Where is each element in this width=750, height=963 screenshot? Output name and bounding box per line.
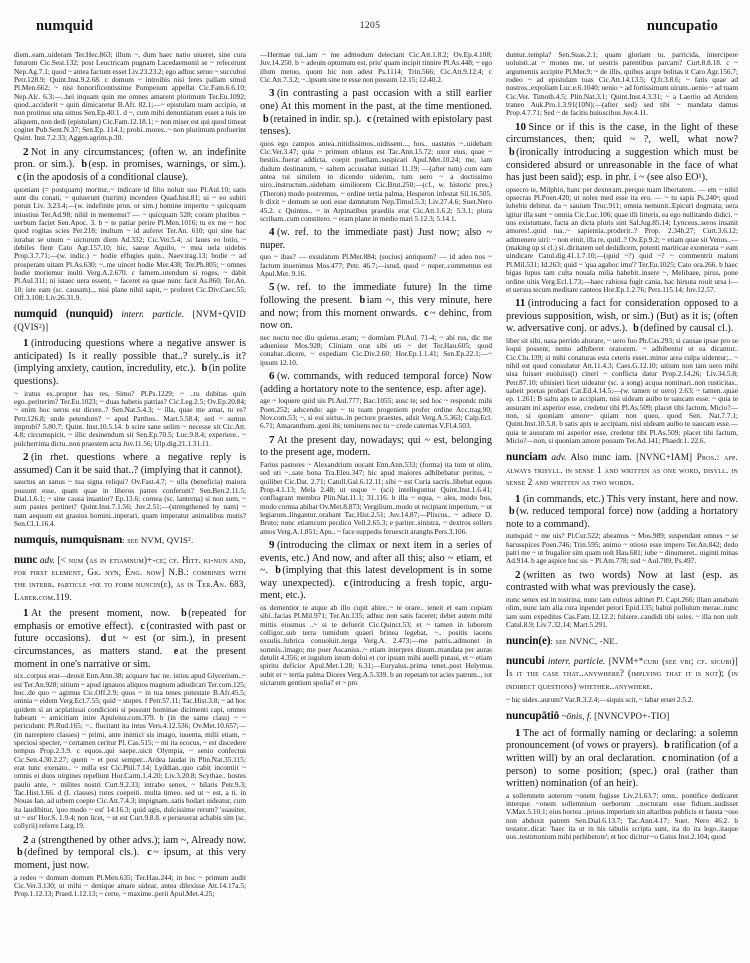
subsense-letter: b bbox=[81, 159, 88, 171]
sense-paragraph bbox=[14, 337, 246, 388]
sense-number: 4 bbox=[269, 226, 275, 239]
headword-etymology: [NVNC+IAM] Pros.: app. always trisyll. in sense 1 and written as one word, disyll. in sense 2 and written as two words. bbox=[506, 452, 738, 488]
running-head-right: nuncupatio bbox=[646, 18, 718, 34]
sense-paragraph bbox=[506, 297, 738, 336]
headword-entry bbox=[14, 535, 246, 547]
headword-entry bbox=[506, 452, 738, 489]
subsense-text: (esp. in promises, warnings, or sim.). bbox=[88, 159, 246, 171]
headword-grammar: interr. particle. bbox=[121, 310, 185, 321]
headword-entry bbox=[506, 711, 738, 723]
subsense-text: ~ ipsum, at this very moment, just now. bbox=[14, 847, 246, 871]
citation-block: quo ~ ibas? — exsulatum Pl.Mer.884; (socius) antiquom? — id adeo nos ~ factum inuenimus Mos.477; Petr. 46.7;—istud, quod ~ nuper..commentus est Apul.Met. 9.16. bbox=[260, 252, 492, 279]
subsense-text: ratification (of a written will) by an oral declaration. bbox=[506, 740, 738, 764]
headword-variant: Also nunc iam. bbox=[570, 453, 632, 464]
page-number: 1205 bbox=[359, 21, 381, 31]
subsense-text: (introducing a fresh topic, argument, etc.). bbox=[260, 577, 492, 602]
sense-paragraph bbox=[506, 727, 738, 791]
headword-etymology: [NVM+*cubi (see vbi; cf. sicubi)] Is it the case that..anywhere? (implying that it is not); (in indirect questions) whether..anywhere. bbox=[506, 655, 738, 691]
subsense-letter: c bbox=[423, 307, 429, 319]
sense-number: 7 bbox=[269, 433, 275, 446]
sense-paragraph bbox=[506, 121, 738, 185]
headword-grammar: adv. bbox=[551, 453, 567, 464]
sense-number: 2 bbox=[515, 568, 521, 581]
column-container bbox=[14, 51, 736, 956]
subsense-letter: c bbox=[17, 171, 22, 183]
sense-definition: a (strengthened by other advs.); iam ~, Already now. bbox=[31, 834, 246, 846]
headword-etymology: [< num (as in etiamnum)+-ce; cf. Hitt. ki-nun and, for first element, Gk. νῦν, Eng. now] N.B.: combines with the interr. particle -ne to form nuncin(e), as in Ter.An. 683, Laber.com.119. bbox=[14, 554, 246, 602]
sense-number: 2 bbox=[23, 145, 29, 158]
subsense-letter: b bbox=[201, 363, 208, 375]
subsense-text: at the present moment in one's narrative or sim. bbox=[14, 646, 246, 670]
subsense-letter: b bbox=[633, 323, 639, 335]
subsense-text: (w. reduced temporal force) now (adding a hortatory note to a command). bbox=[506, 506, 738, 530]
sense-paragraph bbox=[506, 493, 738, 532]
headword-etymology: [NVNCVPO+-TIO] bbox=[594, 711, 670, 722]
subsense-text: iam ~, this very minute, here and now; from this moment onwards. bbox=[260, 295, 492, 319]
citation-block: uix..corpus erat—deosit Enn.Ann.38; acquare hac ne. istius apud Glycerium..~ est Ter.An.928; uitium ~ apud ignauos aliquos magnum adiudicari Ter.com.125; hoc..de quo ~ agimus Cic.Off.2.9; quos ~ in tua tenes potestate B.Afr.45.5; omnia ~ eidem Verg.Ecl.7.55; quid ~ stupes. f Petr.57.11; Tac.Hist.3.8; ~ ad hoc quidem si an acplatissai condicioni si possunt hominae dicimenti capi, omnes habeant ~ amicitiam inire Apuleius.com.379. b (in the same class) ~ ~ periculum: Pl.Rud.165; ~.. flucitant ita intus Vers.4.12.536; Ov.Met.10.657;—(in narreptere classes) ~ primi, ante inimici sis imago, iuuenta, milii etiam, ~ speciosi specter, ~ certamen ceritur Pl. Cas.515; ~ mi ita ecocus, ~ est discedere tempus Prop.2.3.9. c equos..qui saepe..uicit Olympia, ~ senio confectus Cic.Sen.4.30.2.27; quem ~ et post semper...Ardea laudat in Plin.Nat.35.115; erat tunc exenato.. ~ nulla est Cic.Phil.7.14; Lyddian..quo cabit incontiit ~ omnis ei duos uirgines repellunt Hor.Carm.1.4.20; Liv.3.20.8; Scythae.. hostes paulo ante, ~ milites nostri Curt.9.2.33; intrabo senex, ~ hilaris Petr.9.3; Tac.Hist.1.66. d (I. classes) rures coepeiti. multa timeo. sed ut ~ est, a ti. in Nouas Ian. ad urbem coepte Cic.Att.7.4.3; impignam..satis hodari uideatur, cum ita laudibitur, 'quo modo ~ est' 14.16.3; quid agis, dulcissime rerum? 'suauiter, ut ~ est' Hor.S. 1.9.4; non licet, ~ ut est Curt.9.8.8. e perseuerat achabis sim (sc. collyrii) referre Larg.19. bbox=[14, 671, 246, 831]
headword-entry bbox=[506, 656, 738, 693]
citation-block: liber sit sibi, uasa perrido ahurare, ~ uero fuo Ph.Cas.293; si causae ipsae pro se loqui possent, nemo adhiberet oratorem. ~ adhibentur ut ea dicantur.. Cic.Clu.139; si mihi conaturas esta ceteris esset..minor area culpa uidentur;.. ~ nihil est quod consulatur Att.11.4.3; Caes.G.12.10; uitium non tam uero mihi uisa fuisset euoluiss(i) cineri ~ conflicta datur Prop.2.14.26; Liv.34.5.8; Petr.87.10; ufnisieri licet uideatur (sc. a song) acqua nominari..non rusticitas.. uabeit poetas probari Cat.Ed.4.14.5;—(w. tamen or uero) 2.63; ~ tamen..quae ep. 1.261; B saltu aps te accipiam, nisi uideam auibo te uaucam esse. ~ quia te ausuram mi asperior esse, credetur tibi Pl.As.509; placet tibi factum, Micio?—non, si quoniam amore~ quiam non queo, quod Sen. Nat.7.7.1; Quint.Inst.10.5.8. b satis apis te accipiam, nisi uideam auibo te uaucam esse.—quia te ausuram mi asperior esse, credetur tibi Pl.As.509; placet tibi factum, Micio?—non, si quoniam amore possum Ter.Ad.141; Phaedr.1. 22.6. bbox=[506, 335, 738, 446]
sense-definition: (introducing a fact for consideration opposed to a previous supposition, wish, or sim.) (But) as it is; (often w. adversative conj. or advs.). bbox=[506, 298, 738, 335]
subsense-letter: b bbox=[263, 113, 269, 125]
subsense-letter: b bbox=[509, 506, 515, 518]
sense-paragraph bbox=[260, 434, 492, 460]
headword-entry bbox=[14, 309, 246, 334]
citation-block: nunc senex est in tostrina, nunc iam cultros adtinet Pl. Capt.266; illam amabam olim, nunc iam alia cura inpendet petori Epid.135; habui pollulum merae..nunc iam sum expeditus Cas.Fam.12.12.2; fulsere..caudidi tibi soles. ~ illa non uult Catul.8.9; Liv.7.32.14; Mart.5.291. bbox=[506, 595, 738, 630]
sense-paragraph bbox=[260, 281, 492, 332]
citation-block: duntur..templa? Sen.Suas.2.1; quam gloriam tu, parricida, intercipere uoluisti..at ~ mones me, ut uestris parentibus parcam? Curt.8.8.18. c ~ argumentis accipite Pl.Mer.9; ~ de illis, quibus acqre bolitas it Caro Agr.156.7; rodeo ~ ad epistulam tuas Cic.Att.14.13.5; Q.fr.3.8.6; ~ fatis quae ad nostros..expoliam Luc.e.6.1040; uenio ~ ad fortissimum uirum..uenio ~ ad tuam Cic.Ver. Timoth.4.5; Plin.Nat.3.1; Quint.Inst.4.3.31; ~ a Laertio ad Atridem traneo Auk.Pro.1.3.91(10N);—(after sed) sed tibi ~ mandata damus Prop.4.7.71; Sed ~ de facitis huiuscibus Juv.4.11. bbox=[506, 51, 738, 118]
subsense-text: (contrasted with past or future occasions). bbox=[14, 620, 246, 645]
subsense-letter: c bbox=[366, 113, 372, 125]
sense-definition: (written as two words) Now at last (esp. as contrasted with what was previously the case). bbox=[506, 569, 738, 594]
sense-paragraph bbox=[14, 146, 246, 185]
headword-term: numquis, numquisnam bbox=[14, 534, 123, 547]
sense-number: 2 bbox=[23, 450, 29, 463]
sense-definition: (in contrasting a past occasion with a still earlier one) At this moment in the past, at the time mentioned. bbox=[260, 88, 492, 112]
headword-term: nuncubi bbox=[506, 654, 545, 667]
sense-definition: At the present day, nowadays; qui ~ est, belonging to the present age, modern. bbox=[260, 434, 492, 459]
citation-block: a sollemnem aoterum ~onem fugisse Liv.21.63.7; omn.. pontifice dedicaret interque ~onem sollemnium uerborum ..nocturam esse fidium..audisset V.Max.5.10.1; eius horrea ..priuus imperium sin altaribus publicis et fausta ~ose non abduxit patrem Sen.Dial.6.13.7; Tac.Ann.4.17; Suet. Nero 46.2. b testator..dicat: 'haec ita ut in his tabulis scripta sunt, ita do ita lego..itaque uos..testimonium mihi perhibetote'; et hoc dicitur ~o Gaius Inst.2.104; quod bbox=[506, 790, 738, 842]
subsense-text: (retained in indir. sp.). bbox=[270, 113, 362, 125]
sense-number: 1 bbox=[23, 607, 29, 620]
sense-definition: The act of formally naming or declaring: a solemn pronouncement (of vows or prayers). bbox=[506, 727, 738, 752]
subsense-text: (in the apodosis of a conditional clause). bbox=[23, 171, 188, 183]
subsense-letter: c bbox=[140, 620, 145, 632]
subsense-letter: b bbox=[509, 146, 515, 158]
sense-definition: Not in any circumstances; (often w. an indefinite pron. or sim.). bbox=[14, 146, 246, 171]
sense-paragraph bbox=[260, 370, 492, 396]
citation-block: a redeo ~ domum domum Pl.Men.635; Ter.Hau.244; in hoc ~ primum audit Cic.Ver.3.130; ut mihi ~ denique amare uidear, antea dilexisse Att.14.17a.5; Prop.1.12.13; Praed.1.12.13; ~ certe, ~ maxime..perii Apul.Met.4.25; bbox=[14, 872, 246, 899]
headword-crossref: : see NVNC, -NE. bbox=[550, 636, 618, 647]
sense-paragraph bbox=[506, 569, 738, 595]
sense-definition: (w. ref. to the immediate future) In the time following the present. bbox=[260, 282, 492, 306]
headword-entry bbox=[506, 636, 738, 648]
subsense-text: (retained with epistolary past tenses). bbox=[260, 113, 492, 138]
headword-term: numquid (nunquid) bbox=[14, 308, 113, 321]
citation-block: diem..eam..uideram Ter.Hec.863; illum ~, dum haec natio uiueret, sine cura futurum Cic.Sest.132; post Leuctricam pugnam Lacedaemonii se ~ refecerunt Nep.Ag.7.1; quod ~ antea factum esset Liv.23.23.2; ego adhuc seruo ~ succubui Petr.128.9; Quint.Inst.9.2.68. c domum ~ introibis nisi feres pallam simul Pl.Men.662; ~ nisi honorificentissime Pompeium appellat Cic.Fam.6.6.10; Nep.Alc. 6.3;—..hei inquam quin me omnes amarent plurimum Ter.Eu.1092; quod..acciderit ~ quin dimicaretur B.Afr. 82.1;—~ epistulam tuam accipio, ut non protinus una simus Sen.Ep.40.1. d ~, cum mihi denuntiatum esset a tuis ire aliquem, non dedi (epistulam) Cic.Fam.12.18.1; ~ non miser est qui quod timeat cogitet Pub.Sent.N.37; Sen.Ep. 114.1; probi..mores..~ non plurimum profuerint Quint. Inst.7.2.33; Aggen.agrim.p.30. bbox=[14, 51, 246, 143]
headword-term: nunciam bbox=[506, 451, 547, 464]
headword-term: nunc bbox=[14, 553, 38, 566]
subsense-text: ~ dehinc, from now on. bbox=[260, 307, 492, 332]
sense-number: 2 bbox=[23, 833, 29, 846]
sense-number: 6 bbox=[269, 370, 275, 383]
subsense-text: (in polite questions). bbox=[14, 363, 246, 387]
subsense-letter: b bbox=[664, 740, 670, 752]
headword-entry bbox=[14, 555, 246, 605]
sense-definition: (in rhet. questions where a negative reply is assumed) Can it be said that..? (implying that it cannot). bbox=[14, 451, 246, 476]
sense-paragraph bbox=[260, 87, 492, 138]
subsense-letter: c bbox=[662, 752, 667, 764]
headword-term: nuncupātiō bbox=[506, 710, 560, 723]
sense-number: 1 bbox=[515, 492, 521, 505]
citation-block: quoniam (= postquam) moritur..~ indicare id filio noluit suo Pl.Aul.10; satis sunt diu conati, ~ quiuerunt (turrim) incendere Quad.hist.81; ui ~ eo subiri potuit Liv. 3.23.4;—(w. indefinite pron. or sim.) homine imperito ~ quicquam iniustius Ter.Ad.98; nihil in mentemst? — ~ quicquam 528; coram pluribus ~ uerbum faciet Sen.Apoc. 3. b ~ te patiar perire Pl.Men.1016; tu ex me ~ hoc quod rogitas scies Per.218; inultum ~ id auferet Ter.An. 610; qui sine hac iurabat se unum ~ uicturum diem Ad.332; Cic.Ver.5.4; .si laues eo lotio, ~ debiles fient Cato Agr.157.10; hic, saeue Aquilo, ~ mea uela uidebis Prop.3.7.71;—(w. indic.) ~ hodie effugies quin.. Naev.trag.13; hodie ~ ad prosperam uitam Pl.As.630; ~..me uincet hodie Mer.438; Ter.Ph.805; ~ omnes hodie moriemur inulti Verg.A.2.670. c famem..utendum si roges, ~ dabit Pl.Aul.311; ni istaec uera essent, ~ faceret ea quae nunc facit As.860; Ter.An. 10; iste eam (sc. causam).., nisi plane nihil sapit, ~ proferet Cic.Div.Caec.55; Off.3.108; Liv.26.31.9. bbox=[14, 184, 246, 303]
sense-number: 3 bbox=[269, 87, 275, 100]
citation-block: ~ hic uides..aurum? Var.R.3.2.4;—siquis scit, ~ labar eruet 2.5.2. bbox=[506, 695, 694, 704]
sense-number: 1 bbox=[515, 726, 521, 739]
citation-block: quos ego campos antea..nitidissimos..uidissem..., hos.. uastatos ~..uidebam Cic.Ver.3.47; quia ~ primum oblatus est Tac.Ann.15.72; uxor eius, quae ~ bestiis..fuerat addicta, coepit puellam..suspicari Apul.Met.10.24; me, iam dudum destinatum, ~ saltem accusabat initiari 11.19; —(after tum) cum eam antea tui similem in dicendo uiderim, tum uero ~ a doctissimo uiro..instructum..uidebam similiorem Cic.Brut.250;—(cf., w. historic pres.) (Theron) modo postremus, ~ ordine tertia palma, Hesperon infestat Sil.16.505. b dixit ~ demum se uoti esse damnatum Nep.Timol.5.3; Liv.27.4.6; Suet.Nero 45.2. c Quintus.. ~ in Arpinatibus praediis erat Cic.Att.1.6.2; 5.3.1; plura scribam..cum constitero. ~ eram plane in medio mari 5.12.3; 5.14.1. bbox=[260, 138, 492, 223]
subsense-letter: b bbox=[181, 608, 187, 620]
subsense-letter: d bbox=[100, 633, 107, 645]
sense-paragraph bbox=[260, 539, 492, 603]
sense-paragraph bbox=[14, 607, 246, 671]
sense-definition: Since or if this is the case, in the light of these circumstances, then; quid ~ ?, well, what now? bbox=[506, 121, 738, 146]
citation-block: os dementior te atque ab illo cupit abire..~ te orare.. ieneit et eam copiam sibi..facias Pl.Mil.971; Ter.An.135; adhuc non satis faceret; debet autem mihi mittis eiusmus ..~ si te defuerit Cic.Quinct.53; et ~ tamen in luborem colligor..sub terra tumidum quaeri brinea legebat, ~.. positis iacens exsulis..lubrica conuoluit..terga Verg.A. 2.473;—me patris..admonet in somnis..imago; me puer Ascanius..~ etiam interpres diuum..mandata per auras detulit 4.356; et iugulum istum dolui et cor ipsum mihi auelli putaui, et ~ etiam spiritu deficior Apul.Met.1.28; 6.31;—Euryalus..prima tenet..post Helymus subit et ~ tertia palma Diores Verg.A.5.339. b an repetam tot acies patrum.., tot uictarum gentium spolia? et ~ pro bbox=[260, 602, 492, 688]
headword-term: nuncin(e) bbox=[506, 635, 551, 648]
subsense-letter: b bbox=[359, 295, 366, 306]
subsense-text: ut ~ est (or sim.), in present circumstances, as matters stand. bbox=[14, 633, 246, 658]
running-head-left: numquid bbox=[36, 18, 94, 34]
subsense-text: (ironically introducing a suggestion which must be considered absurd or unreasonable in the face of what has just been said); esp. in phr. i ~ (see also EO¹). bbox=[506, 146, 738, 184]
sense-number: 11 bbox=[515, 297, 526, 310]
headword-grammar: ~ōnis, f. bbox=[561, 712, 592, 723]
text-column-1 bbox=[14, 51, 246, 956]
headword-etymology: [NVM+QVID (QVIS²)] bbox=[14, 309, 246, 332]
subsense-letter: e bbox=[173, 646, 179, 658]
subsense-letter: b bbox=[275, 565, 281, 577]
subsense-text: (repeated for emphasis or emotive effect). bbox=[14, 608, 246, 632]
sense-number: 9 bbox=[269, 539, 275, 551]
sense-paragraph bbox=[14, 451, 246, 477]
sense-number: 1 bbox=[23, 337, 29, 350]
sense-definition: (in commands, etc.) This very instant, here and now. bbox=[523, 493, 738, 505]
running-head bbox=[14, 18, 736, 44]
citation-block: sauctus an sanus ~ tua signa reliqui? Ov.Fast.4.7; ~ ulla (beneficia) maiora possunt esse, quam quae in liberos patres conferunt? Sen.Ben.2.11.5; Dial.1.6.1; ~ sine causa insanior? Ep.13.6; cornea (sc. lanterna) si non sum, ~ sum pastes pertinet? Quint.Inst.7.1.56; Juv.2.51;—(strengthened by nam) ~ nam aequum est grauius homini..inperari, quam imperatur animalibus mutis? Sen.Cl.1.16.4. bbox=[14, 477, 246, 528]
sense-definition: At the present moment, now. bbox=[31, 608, 171, 620]
subsense-letter: c bbox=[343, 577, 349, 589]
subsense-letter: b bbox=[17, 847, 23, 859]
citation-block: —Hermae tui..iam ~ me admodum delectant Cic.Att.1.8.2; Ov.Ep.4.108; Juv.14.250. b ~ adeum optumum est, priu' quam incipit tinnire Pl.As.448; ~ ego illum metuo, quom hic non adest Ps.1114; Trin.566; Cic.Att.9.12.4; c Cic.Att.7.3.2; ~..ipsum sine te esse non possum 12.15; 12.40.2. bbox=[260, 51, 492, 85]
citation-block: Farius pastores ~ Alexandrium uocant Enn.Ann.533; (forma) ita tum ut olim, sed uti ~..sate bona Tra.Eleu.347; hic apud maiores adhibebatur peritus, ~ quilibet Cic.Dat. 2.71; Catull.Gal.6.12.11; sibi ~ est Curia sacris..libebat equus Prop.4.1.13; Mela 2.48; ut usque ~ (sci) intelleguntur Quint.Inst.1.6.41; conflagrant membra Plin.Nat.11.1; 31.116. b illa ~ equa, ~ ales, modo bos, modo cornua abibat Ov.Met.8.873; Vergilium..modo ut recipiant imperium, ~ ut legiarum..lingantur..orabant Tac.Hist.2.51; Juv.14.87;—Pliscus.. ~ adiuce D. Bruto; nunc etiamcum pecdico Vell.2.65.3; e pariter..sinistra, ~ dextros sollers amos Verg.A.1.851; Apu.. ~ face suppedis feruescit aranghs Pers.3.106. bbox=[260, 459, 492, 536]
subsense-letter: c bbox=[147, 847, 152, 859]
subsense-text: (defined by temporal cls.). bbox=[24, 847, 140, 859]
sense-number: 10 bbox=[515, 120, 526, 133]
text-column-3 bbox=[506, 51, 738, 956]
text-column-2 bbox=[260, 51, 492, 956]
subsense-text: (implying that this latest development is in some way unexpected). bbox=[260, 565, 492, 589]
headword-grammar: adv. bbox=[39, 555, 55, 566]
sense-paragraph bbox=[260, 226, 492, 252]
citation-block: ~ iratus es..propter has res, Simo? Pl.Ps.1229; ~ ..tu dubitas quin ego..periterim? Ter.Eu.1023; ~ duas habetis patrias? Cic.Leg.2.5; Ov.Ep.20.84; ~ enim hoc uerus est dicere..? Sen.Nat.5.4.3; ~ illa, quae me amat, tu es? Petr.126.8; unde petendum? ~ apud Parthos.. Mart.5.58.4; sed ~ sumus improbi? 5.80.7; Quint. Inst.10.5.14. b scire sane uelim ~ necesse sit Cic.Att. 4.8; circumspicit, ~ illic desinendum sit Sen.Ep.70.5; Luc.9.8.4; experiere.. ~ pulcherrima dictu..non praestem acta Juv.11.56; Ulp.dig.21.1.31.11. bbox=[14, 388, 246, 448]
headword-grammar: interr. particle. bbox=[547, 656, 606, 667]
citation-block: nec noctu nec diu quietus..eram; ~ dormiam Pl.Aul. 71-4; ~ abi rus, dic me aduenisse Mos.928; Cliniam orat sibi uti ~ det Ter.Hau.605; quod conabar..dicere, ~ expediam Cic.Div.2.60; Hor.Ep.1.1.41; Sen.Ep.22.1;—~ ipsum 12.10. bbox=[260, 332, 492, 367]
sense-definition: (w. commands, with reduced temporal force) Now (adding a hortatory note to the sentence, esp. after age). bbox=[260, 371, 492, 395]
sense-definition: (introducing the climax or next item in a series of events, etc.) And now, and after all this; also ~ etiam, et ~. bbox=[260, 540, 492, 577]
citation-block: opsecro te, Milphio, hanc per dexteram..perque tuam libertatem.. — em ~ nihil opsecras Pl.Poen.420; ut uoles med esse ita ero. — ~ tu sapis Ps.240ᵃ; quod iubebis debitur. da ~ sauium Truc.911; omnia nemunit..Epicuri dogmata; uera igitur illa sunt ~ omnia Cic.Luc.106; quae illi litteris, ea ego nullitando didici. ~ uos existumate, facta an dicta pluris sint Sal.Jug.85.14; Lynceus..seros insanit amores!..quid tua..~ sapientia..proderit..? Prop. 2.34b.27; Curt.3.6.12; adimenere uiri: ~ non einit, illa re, quid..? Ov.Ep.9.2; ~ etiam quae sit Venus..—(making up si cl.) si..diritatem uel dedidicem, potenti mariticae exonerata ~ eam uindicare Catul.dig.41.1.7.10;—(quid ~?) quid ~? ~ commentrit malum Pl.Mil.531; Id.263; quid ~ 'qua agahoc imu'? Ter.Eu.1025; Cato ora.266. b haec bigas lupus tam culta nouala milia habebit..insere ~, Melibaee, pirus, pone ordine uitis Verg.Ecl.1.73;—haec rabiosa fugit cania, hac hirsuta rouit ursa i—et uersus tecum meditare canteos Hor.Ep.1.2.76; Pers.115.14; Juv.12.57. bbox=[506, 184, 738, 294]
sense-paragraph bbox=[14, 834, 246, 873]
sense-definition: (w. ref. to the immediate past) Just now; also ~ nuper. bbox=[260, 227, 492, 251]
sense-definition: (introducing questions where a negative answer is anticipated) Is it really possible that..? surely..is it? (implying anxiety, caution, incredulity, etc.). bbox=[14, 338, 246, 375]
subsense-text: (defined by causal cl.). bbox=[640, 323, 734, 335]
headword-crossref: : see NVM, QVIS². bbox=[122, 535, 194, 546]
citation-block: numquid ~ me uis? Pl.Cur.522; abeamus ~ Mos.989; suspendant omnes ~ se harusspices Poen.746; Trin.595; animo ~ otioso esse impero Ter.An.842; dedo patri me ~ ut frugalior sim quam uolt Hau.681; iube ~ dinumeret.. uiginti minas Ad.914. b age aspice huc sis ~ Pl.Am.778; sud ~ Aul.789; Ps.497. bbox=[506, 531, 738, 566]
subsense-text: nomination (of a person) to some position; (spec.) oral (rather than written) nomination (of an heir). bbox=[506, 752, 738, 790]
sense-number: 5 bbox=[269, 281, 275, 294]
citation-block: age ~ loquere quid uis Pl.Aul.777; Bac.1055; ausc te; sed hoc ~ respondc mihi Poen.252; adscendo: age ~ tu tuam progeniem profer ordine Acc.trag.90; Nov.com.53; ~, si eui uirtus..in pectore praestes, adsit Verg.A.5.363; Calp.Ecl. 6.71; Amaranthum..geni ibi; teminens nec tu ~ crede caternas V.Fl.4.503. bbox=[260, 396, 492, 431]
